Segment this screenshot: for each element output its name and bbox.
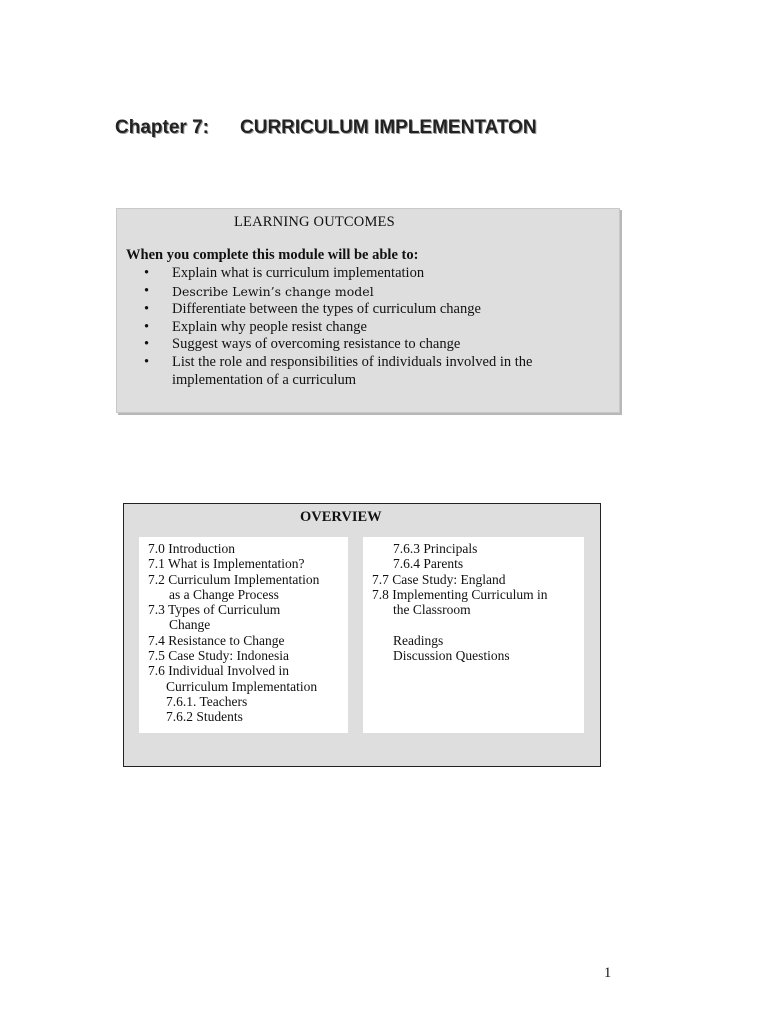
toc-item-discussion-questions: Discussion Questions (393, 648, 510, 664)
outcome-text: Describe Lewin’s change model (172, 283, 374, 299)
toc-item: 7.8 Implementing Curriculum in (372, 586, 548, 602)
toc-item: 7.4 Resistance to Change (148, 632, 285, 648)
overview-right-column (363, 537, 584, 733)
toc-item-continuation: Curriculum Implementation (166, 678, 318, 694)
list-item (126, 283, 606, 302)
bullet-icon: • (144, 301, 150, 318)
list-item (126, 336, 606, 354)
toc-item: 7.6 Individual Involved in (148, 663, 289, 679)
list-item (126, 301, 606, 319)
toc-subitem: 7.6.1. Teachers (166, 693, 248, 709)
outcome-text: Explain what is curriculum implementation (172, 265, 425, 281)
list-item (126, 319, 606, 337)
learning-outcomes-title: LEARNING OUTCOMES (234, 214, 395, 230)
chapter-heading (115, 117, 537, 139)
toc-item: 7.7 Case Study: England (372, 571, 506, 587)
toc-item: 7.0 Introduction (148, 541, 235, 556)
bullet-icon: • (144, 353, 150, 370)
bullet-icon: • (144, 336, 150, 353)
outcome-text: Differentiate between the types of curriculum change (172, 301, 481, 318)
toc-subitem: 7.6.4 Parents (393, 556, 464, 572)
toc-item-continuation: Change (169, 617, 211, 633)
overview-box (123, 503, 601, 767)
list-item (126, 354, 606, 389)
toc-subitem: 7.6.3 Principals (393, 541, 478, 556)
chapter-label: Chapter 7: (115, 117, 209, 138)
toc-item-readings: Readings (393, 632, 444, 648)
learning-outcomes-intro: When you complete this module will be able to: (126, 247, 419, 263)
bullet-icon: • (144, 282, 150, 299)
overview-left-column (139, 537, 348, 733)
toc-item: 7.5 Case Study: Indonesia (148, 648, 289, 664)
toc-subitem: 7.6.2 Students (166, 709, 243, 725)
toc-item: 7.2 Curriculum Implementation (148, 571, 320, 587)
bullet-icon: • (144, 265, 150, 281)
chapter-title: CURRICULUM IMPLEMENTATON (240, 117, 537, 138)
learning-outcomes-list (126, 265, 606, 389)
outcome-text: Explain why people resist change (172, 318, 367, 335)
page-number: 1 (604, 965, 612, 981)
toc-item: 7.1 What is Implementation? (148, 556, 305, 572)
toc-item: 7.3 Types of Curriculum (148, 602, 281, 618)
overview-title: OVERVIEW (300, 509, 382, 525)
learning-outcomes-box (116, 208, 620, 413)
list-item (126, 265, 606, 283)
bullet-icon: • (144, 318, 150, 335)
spacer (372, 617, 584, 632)
outcome-text: List the role and responsibilities of individuals involved in the implementation of a curriculum (172, 353, 533, 388)
toc-item-continuation: the Classroom (393, 602, 471, 618)
toc-item-continuation: as a Change Process (169, 586, 279, 602)
outcome-text: Suggest ways of overcoming resistance to change (172, 336, 461, 353)
